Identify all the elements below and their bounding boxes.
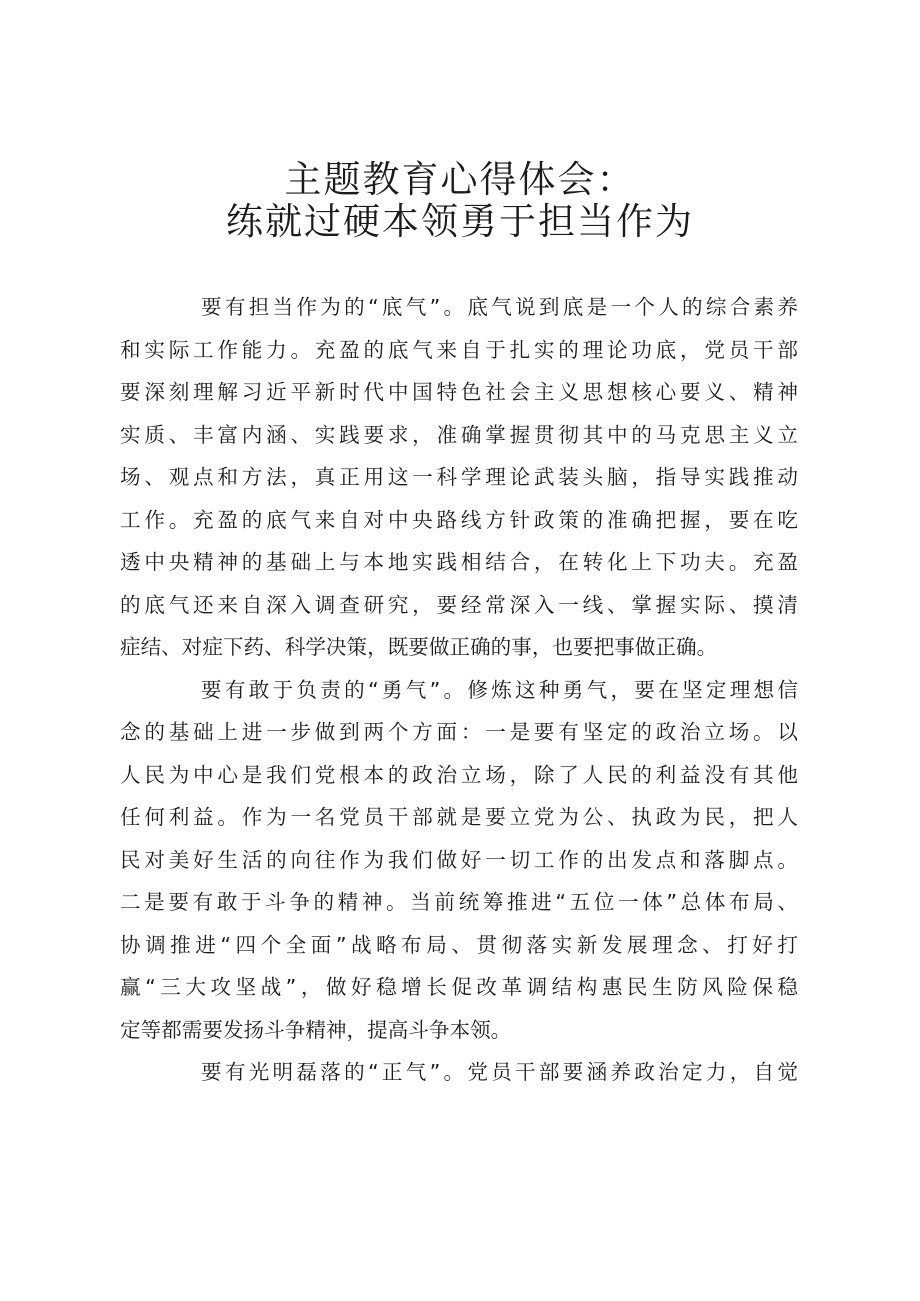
paragraph-2-line: 要有敢于负责的“勇气”。修炼这种勇气，要在坚定理想信 bbox=[201, 677, 798, 702]
paragraph-1-line: 症结、对症下药、科学决策，既要做正确的事，也要把事做正确。 bbox=[120, 635, 718, 659]
paragraph-2-line: 赢“三大攻坚战”，做好稳增长促改革调结构惠民生防风险保稳 bbox=[120, 975, 798, 999]
paragraph-2-line: 定等都需要发扬斗争精神，提高斗争本领。 bbox=[120, 1017, 512, 1042]
paragraph-1-line: 的底气还来自深入调查研究，要经常深入一线、掌握实际、摸清 bbox=[120, 592, 798, 617]
paragraph-2-line: 协调推进“四个全面”战略布局、贯彻落实新发展理念、打好打 bbox=[120, 932, 798, 957]
paragraph-1-line: 工作。充盈的底气来自对中央路线方针政策的准确把握，要在吃 bbox=[120, 507, 798, 532]
paragraph-2-line: 民对美好生活的向往作为我们做好一切工作的出发点和落脚点。 bbox=[120, 847, 798, 872]
document-title-line-1: 主题教育心得体会： bbox=[284, 158, 636, 201]
paragraph-3-line: 要有光明磊落的“正气”。党员干部要涵养政治定力，自觉 bbox=[201, 1060, 798, 1084]
paragraph-1-line: 透中央精神的基础上与本地实践相结合，在转化上下功夫。充盈 bbox=[120, 550, 798, 574]
paragraph-2-line: 任何利益。作为一名党员干部就是要立党为公、执政为民，把人 bbox=[120, 805, 798, 829]
paragraph-2-line: 念的基础上进一步做到两个方面：一是要有坚定的政治立场。以 bbox=[120, 720, 798, 744]
document-body bbox=[120, 286, 798, 1094]
paragraph-1-line: 实质、丰富内涵、实践要求，准确掌握贯彻其中的马克思主义立 bbox=[120, 422, 798, 447]
paragraph-2-line: 人民为中心是我们党根本的政治立场，除了人民的利益没有其他 bbox=[120, 762, 798, 787]
document-title-line-2: 练就过硬本领勇于担当作为 bbox=[226, 200, 694, 243]
paragraph-1-line: 和实际工作能力。充盈的底气来自于扎实的理论功底，党员干部 bbox=[120, 337, 798, 362]
paragraph-1-line: 场、观点和方法，真正用这一科学理论武装头脑，指导实践推动 bbox=[120, 465, 798, 489]
paragraph-1-line: 要深刻理解习近平新时代中国特色社会主义思想核心要义、精神 bbox=[120, 380, 798, 404]
paragraph-1-line: 要有担当作为的“底气”。底气说到底是一个人的综合素养 bbox=[201, 295, 798, 319]
paragraph-2-line: 二是要有敢于斗争的精神。当前统筹推进“五位一体”总体布局、 bbox=[120, 890, 798, 914]
